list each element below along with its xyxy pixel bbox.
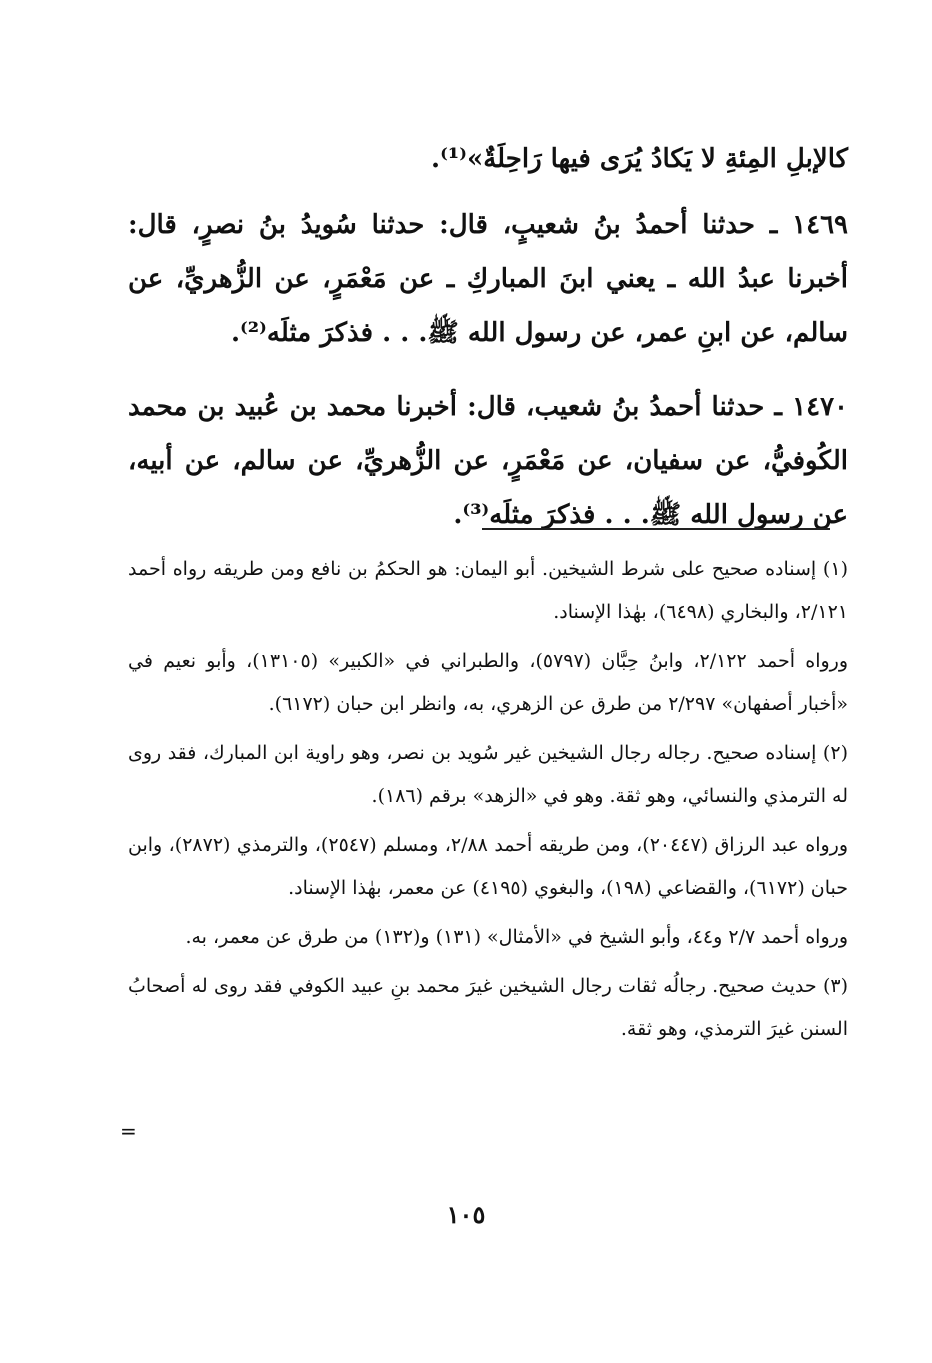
continuation-mark: = [120, 1119, 137, 1143]
footnote-2-part-2: ورواه عبد الرزاق (٢٠٤٤٧)، ومن طريقه أحمد ٢/٨٨، ومسلم (٢٥٤٧)، والترمذي (٢٨٧٢)، وابن حبان (٦١٧٢)، والقضاعي (١٩٨)، والبغوي (٤١٩٥) عن معمر، بهٰذا الإسناد. [128, 834, 848, 899]
hadith-1469: ١٤٦٩ ـ حدثنا أحمدُ بنُ شعيبٍ، قال: حدثنا سُويدُ بنُ نصرٍ، قال: أخبرنا عبدُ الله ـ يعني ابنَ المباركِ ـ عن مَعْمَرٍ، عن الزُّهريِّ، عن سالم، عن ابنِ عمر، عن رسول الله ﷺ. . . فذكرَ مثلَه⁽²⁾. [128, 210, 848, 348]
footnote-3-part-1: (٣) حديث صحيح. رجالُه ثقات رجال الشيخين غيرَ محمد بنِ عبيد الكوفي فقد روى له أصحابُ السنن غيرَ الترمذي، وهو ثقة. [128, 975, 848, 1040]
main-text [128, 132, 848, 562]
page-number: ١٠٥ [446, 1200, 486, 1229]
footnote-2-part-1: (٢) إسناده صحيح. رجاله رجال الشيخين غير سُويد بن نصر، وهو راوية ابن المبارك، فقد روى له الترمذي والنسائي، وهو ثقة. وهو في «الزهد» برقم (١٨٦). [128, 742, 848, 807]
footnote-1-part-2: ورواه أحمد ٢/١٢٢، وابنُ حِبَّان (٥٧٩٧)، والطبراني في «الكبير» (١٣١٠٥)، وأبو نعيم في «أخبار أصفهان» ٢/٢٩٧ من طرق عن الزهري، به، وانظر ابن حبان (٦١٧٢). [128, 650, 848, 715]
footnote-1-part-1: (١) إسناده صحيح على شرط الشيخين. أبو اليمان: هو الحكمُ بن نافع ومن طريقه رواه أحمد ٢/١٢١، والبخاري (٦٤٩٨)، بهٰذا الإسناد. [128, 558, 848, 623]
footnote-2-part-3: ورواه أحمد ٢/٧ و٤٤، وأبو الشيخ في «الأمثال» (١٣١) و(١٣٢) من طرق عن معمر، به. [185, 926, 848, 948]
footnotes [128, 548, 848, 1057]
hadith-1470: ١٤٧٠ ـ حدثنا أحمدُ بنُ شعيب، قال: أخبرنا محمد بن عُبيد بن محمد الكُوفيُّ، عن سفيان، عن مَعْمَرٍ، عن الزُّهريِّ، عن سالم، عن أبيه، عن رسول الله ﷺ. . . فذكرَ مثلَه⁽³⁾. [128, 392, 848, 530]
footnote-divider [482, 528, 830, 530]
hadith-continuation: كالإبلِ المِئةِ لا يَكادُ يُرَى فيها رَاحِلَةٌ»⁽¹⁾. [431, 144, 848, 174]
